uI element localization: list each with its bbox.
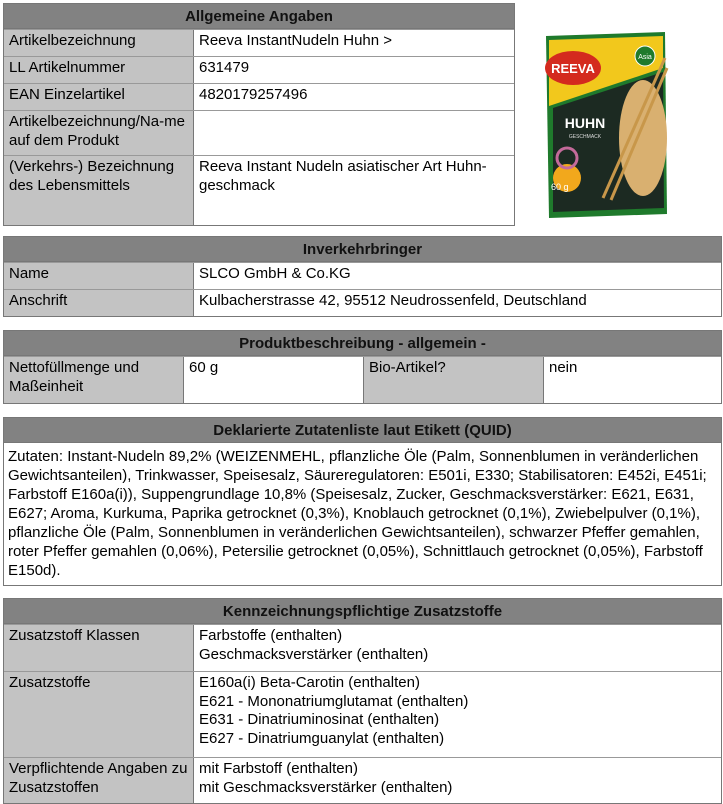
value-line: Geschmacksverstärker (enthalten) bbox=[199, 645, 429, 663]
row-label: Zusatzstoffe bbox=[4, 672, 194, 757]
row-value: 631479 bbox=[194, 57, 514, 83]
table-row bbox=[4, 155, 514, 225]
asia-badge: Asia bbox=[638, 54, 652, 61]
row-label: Anschrift bbox=[4, 290, 194, 316]
table-row bbox=[4, 29, 514, 56]
row-label: Name bbox=[4, 263, 194, 289]
table-row bbox=[4, 262, 721, 289]
product-image bbox=[543, 28, 669, 220]
row-value: Reeva InstantNudeln Huhn > bbox=[194, 30, 514, 56]
weight-text: 60 g bbox=[551, 182, 569, 192]
section-header: Deklarierte Zutatenliste laut Etikett (QUID) bbox=[4, 418, 721, 443]
table-row bbox=[4, 757, 721, 803]
brand-logo: REEVA bbox=[551, 61, 595, 76]
value-line: Farbstoffe (enthalten) bbox=[199, 627, 343, 644]
row-values bbox=[194, 672, 721, 757]
row-label: Verpflichtende Angaben zu Zusatzstoffen bbox=[4, 758, 194, 803]
row-label: EAN Einzelartikel bbox=[4, 84, 194, 110]
table-row bbox=[4, 110, 514, 155]
zutatenliste-table bbox=[3, 417, 722, 586]
zusatzstoffe-table bbox=[3, 598, 722, 804]
table-row bbox=[4, 624, 721, 671]
row-label: Artikelbezeichnung bbox=[4, 30, 194, 56]
row-label: LL Artikelnummer bbox=[4, 57, 194, 83]
row-values bbox=[194, 625, 721, 671]
section-header: Produktbeschreibung - allgemein - bbox=[4, 331, 721, 356]
value-line: mit Farbstoff (enthalten) bbox=[199, 760, 358, 777]
table-row bbox=[4, 671, 721, 757]
row-label: Zusatzstoff Klassen bbox=[4, 625, 194, 671]
value-line: E160a(i) Beta-Carotin (enthalten) bbox=[199, 674, 420, 691]
bio-value: nein bbox=[544, 357, 721, 403]
ingredients-text: Zutaten: Instant-Nudeln 89,2% (WEIZENMEHL, pflanzliche Öle (Palm, Sonnenblumen in veränderlichen Gewichtsanteilen), Trinkwasser, Speisesalz, Säureregulatoren: E501i, E330; Stabilisatoren: E452i, E451i; Farbstoff E160a(i)), Suppengrundlage 10,8% (Speisesalz, Zucker, Geschmacksverstärker: E621, E631, E627; Aroma, Kurkuma, Paprika getrocknet (0,3%), Knoblauch getrocknet (0,1%), Zwiebelpulver (0,1%), pflanzliche Öle (Palm, Sonnenblumen in veränderlichen Gewichtsanteilen), schwarzer Pfeffer gemahlen, roter Pfeffer gemahlen (0,06%), Petersilie getrocknet (0,05%), Schnittlauch getrocknet (0,05%), Farbstoff E150d). bbox=[4, 443, 721, 585]
row-value: Reeva Instant Nudeln asiatischer Art Huhn-geschmack bbox=[194, 156, 514, 225]
section-header: Kennzeichnungspflichtige Zusatzstoffe bbox=[4, 599, 721, 624]
value-line: E631 - Dinatriuminosinat (enthalten) bbox=[199, 711, 440, 728]
row-value: 4820179257496 bbox=[194, 84, 514, 110]
row-value bbox=[194, 111, 514, 155]
row-label: Artikelbezeichnung/Na-me auf dem Produkt bbox=[4, 111, 194, 155]
inverkehrbringer-table bbox=[3, 236, 722, 317]
row-value: SLCO GmbH & Co.KG bbox=[194, 263, 721, 289]
net-quantity-label: Nettofüllmenge und Maßeinheit bbox=[4, 357, 184, 403]
table-row bbox=[4, 356, 721, 403]
flavor-text: HUHN bbox=[564, 115, 606, 131]
table-row bbox=[4, 83, 514, 110]
section-header: Inverkehrbringer bbox=[4, 237, 721, 262]
value-line: E621 - Mononatriumglutamat (enthalten) bbox=[199, 692, 469, 710]
section-header: Allgemeine Angaben bbox=[4, 4, 514, 29]
flavor-sub-text: GESCHMACK bbox=[568, 134, 602, 140]
row-values bbox=[194, 758, 721, 803]
row-value: Kulbacherstrasse 42, 95512 Neudrossenfeld, Deutschland bbox=[194, 290, 721, 316]
value-line: E627 - Dinatriumguanylat (enthalten) bbox=[199, 729, 445, 747]
table-row bbox=[4, 56, 514, 83]
allgemeine-angaben-table bbox=[3, 3, 515, 226]
value-line: mit Geschmacksverstärker (enthalten) bbox=[199, 778, 453, 796]
produktbeschreibung-table bbox=[3, 330, 722, 404]
net-quantity-value: 60 g bbox=[184, 357, 364, 403]
row-label: (Verkehrs-) Bezeichnung des Lebensmittels bbox=[4, 156, 194, 225]
table-row bbox=[4, 289, 721, 316]
bio-label: Bio-Artikel? bbox=[364, 357, 544, 403]
